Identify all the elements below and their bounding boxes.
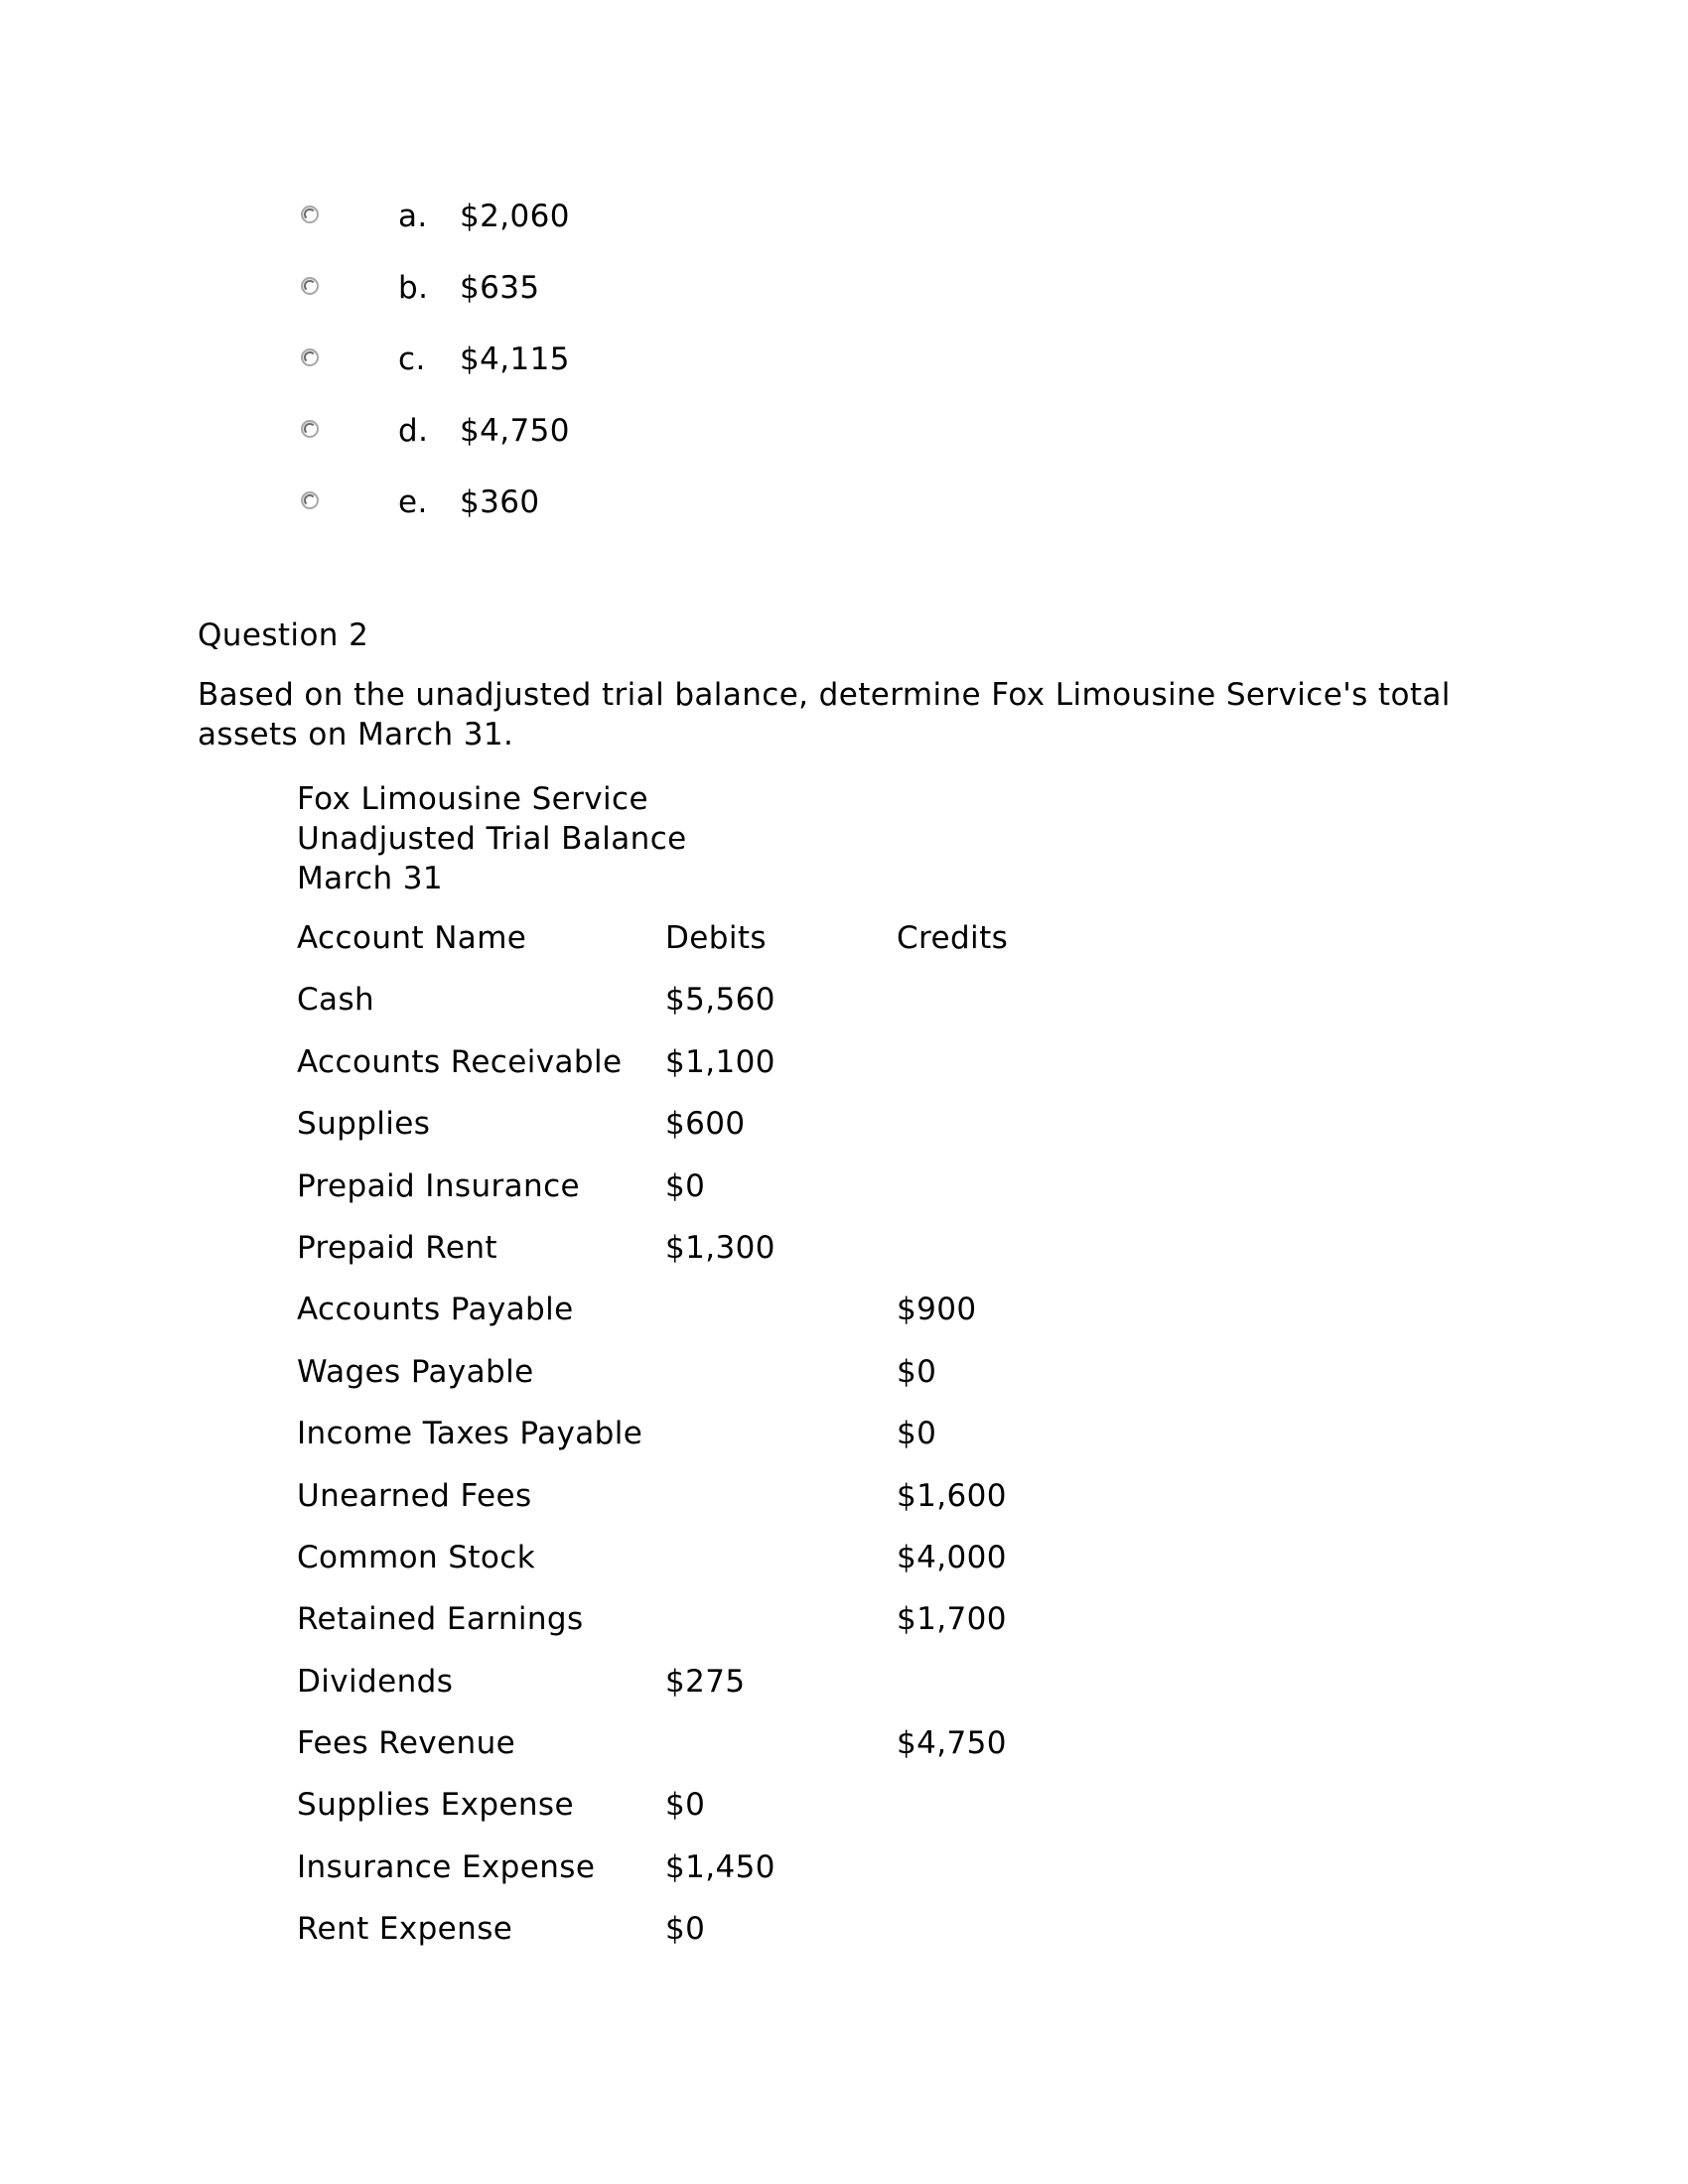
- statement-date: March 31: [297, 861, 443, 896]
- debit-value: $0: [665, 1167, 706, 1204]
- table-row: [297, 1352, 1091, 1414]
- option-letter: d.: [398, 413, 429, 449]
- header-account-name: Account Name: [297, 920, 527, 956]
- question-heading: Question 2: [198, 617, 369, 653]
- account-name: Income Taxes Payable: [297, 1416, 643, 1452]
- table-row: [297, 1847, 1091, 1909]
- debit-value: $1,450: [665, 1848, 775, 1885]
- account-name: Common Stock: [297, 1539, 536, 1575]
- account-name: Supplies: [297, 1106, 431, 1143]
- table-row: [297, 980, 1091, 1041]
- account-name: Accounts Payable: [297, 1292, 574, 1328]
- debit-value: $5,560: [665, 982, 775, 1019]
- table-row: [297, 1538, 1091, 1599]
- header-credits: Credits: [897, 920, 1009, 956]
- option-value: $4,750: [460, 413, 570, 449]
- option-d[interactable]: [0, 411, 695, 451]
- account-name: Prepaid Rent: [297, 1229, 497, 1266]
- table-row: [297, 1909, 1091, 1971]
- account-name: Fees Revenue: [297, 1725, 516, 1762]
- option-letter: c.: [398, 341, 426, 377]
- account-name: Wages Payable: [297, 1353, 534, 1390]
- radio-button-icon[interactable]: [301, 491, 319, 509]
- debit-value: $1,300: [665, 1229, 775, 1266]
- radio-button-icon[interactable]: [301, 205, 319, 223]
- radio-button-icon[interactable]: [301, 420, 319, 438]
- account-name: Accounts Receivable: [297, 1043, 623, 1080]
- table-row: [297, 1290, 1091, 1351]
- table-row: [297, 1599, 1091, 1661]
- table-row: [297, 1042, 1091, 1104]
- credit-value: $1,600: [897, 1477, 1007, 1514]
- account-name: Retained Earnings: [297, 1601, 584, 1638]
- credit-value: $1,700: [897, 1601, 1007, 1638]
- table-row: [297, 1785, 1091, 1846]
- option-value: $360: [460, 484, 540, 520]
- header-debits: Debits: [665, 920, 767, 956]
- table-row: [297, 1476, 1091, 1538]
- debit-value: $0: [665, 1787, 706, 1824]
- trial-balance-table: [297, 918, 1091, 1972]
- option-c[interactable]: [0, 340, 695, 379]
- option-b[interactable]: [0, 268, 695, 308]
- option-value: $635: [460, 270, 540, 306]
- debit-value: $600: [665, 1106, 746, 1143]
- table-row: [297, 1104, 1091, 1165]
- radio-button-icon[interactable]: [301, 348, 319, 366]
- option-letter: b.: [398, 270, 429, 306]
- debit-value: $1,100: [665, 1043, 775, 1080]
- credit-value: $900: [897, 1292, 977, 1328]
- question-text: Based on the unadjusted trial balance, determine Fox Limousine Service's total assets on March 31.: [198, 677, 1451, 752]
- option-letter: a.: [398, 199, 428, 234]
- credit-value: $4,750: [897, 1725, 1007, 1762]
- credit-value: $0: [897, 1353, 937, 1390]
- table-header-row: [297, 918, 1091, 980]
- option-e[interactable]: [0, 482, 695, 522]
- account-name: Unearned Fees: [297, 1477, 532, 1514]
- account-name: Insurance Expense: [297, 1848, 596, 1885]
- account-name: Cash: [297, 982, 375, 1019]
- account-name: Dividends: [297, 1663, 454, 1700]
- option-value: $2,060: [460, 199, 570, 234]
- account-name: Rent Expense: [297, 1911, 513, 1948]
- option-letter: e.: [398, 484, 428, 520]
- debit-value: $0: [665, 1911, 706, 1948]
- account-name: Supplies Expense: [297, 1787, 574, 1824]
- trial-balance-heading: [297, 779, 687, 898]
- credit-value: $0: [897, 1416, 937, 1452]
- credit-value: $4,000: [897, 1539, 1007, 1575]
- table-row: [297, 1414, 1091, 1475]
- company-name: Fox Limousine Service: [297, 781, 648, 817]
- statement-title: Unadjusted Trial Balance: [297, 821, 687, 857]
- table-row: [297, 1723, 1091, 1785]
- debit-value: $275: [665, 1663, 746, 1700]
- account-name: Prepaid Insurance: [297, 1167, 580, 1204]
- table-row: [297, 1662, 1091, 1723]
- option-a[interactable]: [0, 197, 695, 236]
- option-value: $4,115: [460, 341, 570, 377]
- radio-button-icon[interactable]: [301, 277, 319, 295]
- table-row: [297, 1228, 1091, 1290]
- table-row: [297, 1166, 1091, 1228]
